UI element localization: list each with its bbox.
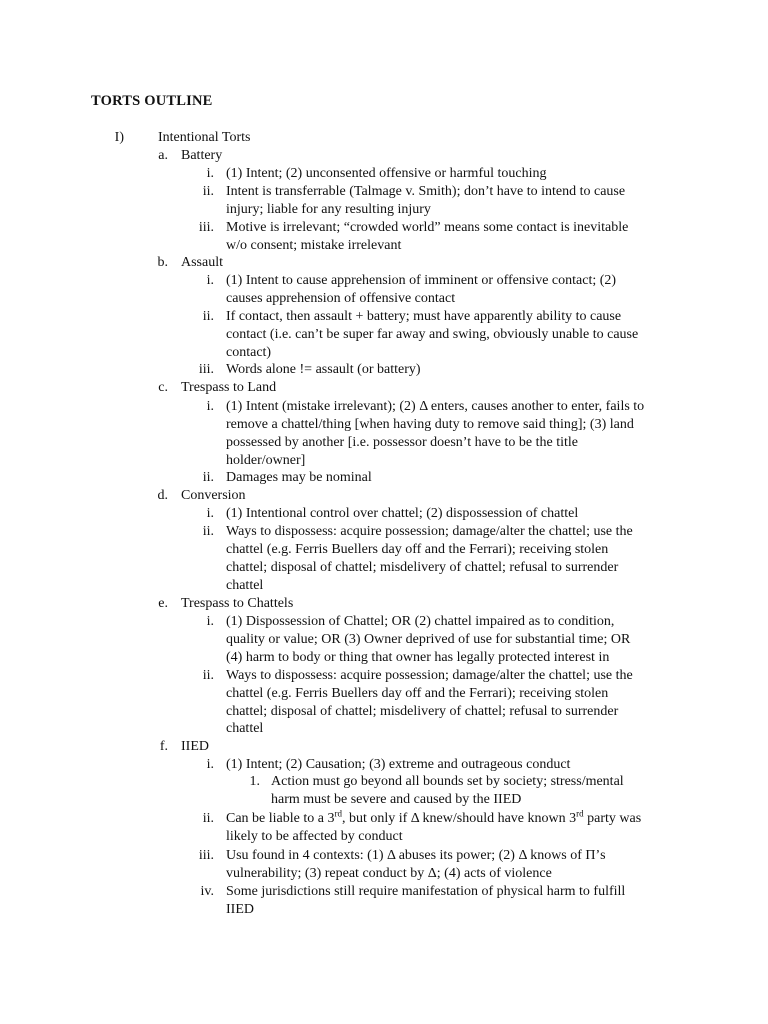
item-text: (1) Intent to cause apprehension of imminent or offensive contact; (2) <box>226 273 617 288</box>
item-text: Ways to dispossess: acquire possession; damage/alter the chattel; use the <box>226 668 633 683</box>
item-marker: i. <box>206 757 214 772</box>
item-marker: iv. <box>200 884 214 899</box>
topic-heading: Assault <box>181 255 223 270</box>
topic-marker: a. <box>158 148 168 163</box>
topic-marker: b. <box>157 255 168 270</box>
item-text: Can be liable to a 3rd, but only if Δ knew/should have known 3rd party was <box>226 808 642 826</box>
item-marker: i. <box>206 273 214 288</box>
item-text: chattel <box>226 721 264 736</box>
item-marker: iii. <box>198 848 214 863</box>
item-text: Ways to dispossess: acquire possession; damage/alter the chattel; use the <box>226 524 633 539</box>
topic-marker: d. <box>157 488 168 503</box>
item-text: (1) Intent (mistake irrelevant); (2) Δ enters, causes another to enter, fails to <box>226 399 645 414</box>
item-text: chattel (e.g. Ferris Buellers day off and the Ferrari); receiving stolen <box>226 542 609 557</box>
item-text: possessed by another [i.e. possessor doesn’t have to be the title <box>226 435 579 450</box>
item-text: chattel (e.g. Ferris Buellers day off and the Ferrari); receiving stolen <box>226 686 609 701</box>
item-marker: i. <box>206 166 214 181</box>
item-text: remove a chattel/thing [when having duty to remove said thing]; (3) land <box>226 417 634 432</box>
item-text: Motive is irrelevant; “crowded world” means some contact is inevitable <box>226 220 629 235</box>
topic-heading: Trespass to Land <box>181 380 277 395</box>
section-marker: I) <box>114 130 124 145</box>
item-marker: ii. <box>202 668 214 683</box>
topic-heading: Trespass to Chattels <box>181 596 294 611</box>
item-text: quality or value; OR (3) Owner deprived of use for substantial time; OR <box>226 632 631 647</box>
item-text: likely to be affected by conduct <box>226 829 403 844</box>
item-text: holder/owner] <box>226 453 306 468</box>
item-text: (4) harm to body or thing that owner has legally protected interest in <box>226 650 610 665</box>
item-text: causes apprehension of offensive contact <box>226 291 456 306</box>
item-text: If contact, then assault + battery; must have apparently ability to cause <box>226 309 622 324</box>
item-text: Usu found in 4 contexts: (1) Δ abuses its power; (2) Δ knows of Π’s <box>226 848 606 863</box>
page-title: TORTS OUTLINE <box>91 93 213 109</box>
section-title: Intentional Torts <box>158 130 251 145</box>
subitem-marker: 1. <box>249 774 260 789</box>
item-text: contact (i.e. can’t be super far away and swing, obviously unable to cause <box>226 327 639 342</box>
item-marker: ii. <box>202 470 214 485</box>
item-text: chattel <box>226 578 264 593</box>
item-marker: i. <box>206 399 214 414</box>
item-marker: ii. <box>202 524 214 539</box>
item-marker: ii. <box>202 309 214 324</box>
item-marker: i. <box>206 506 214 521</box>
topic-heading: Battery <box>181 148 223 163</box>
item-marker: iii. <box>198 220 214 235</box>
item-text: Some jurisdictions still require manifestation of physical harm to fulfill <box>226 884 626 899</box>
subitem-text: Action must go beyond all bounds set by society; stress/mental <box>271 774 624 789</box>
item-text: chattel; disposal of chattel; misdelivery of chattel; refusal to surrender <box>226 704 619 719</box>
item-text: Damages may be nominal <box>226 470 372 485</box>
topic-marker: e. <box>158 596 168 611</box>
item-text: (1) Intentional control over chattel; (2) dispossession of chattel <box>226 506 579 521</box>
item-text: chattel; disposal of chattel; misdelivery of chattel; refusal to surrender <box>226 560 619 575</box>
item-marker: iii. <box>198 362 214 377</box>
item-text: (1) Intent; (2) unconsented offensive or harmful touching <box>226 166 547 181</box>
item-marker: ii. <box>202 184 214 199</box>
item-text: Intent is transferrable (Talmage v. Smith); don’t have to intend to cause <box>226 184 626 199</box>
item-marker: ii. <box>202 811 214 826</box>
topic-heading: Conversion <box>181 488 246 503</box>
item-text: w/o consent; mistake irrelevant <box>226 238 402 253</box>
item-text: contact) <box>226 345 272 360</box>
item-text: IIED <box>226 902 254 917</box>
topic-heading: IIED <box>181 739 209 754</box>
item-text: (1) Intent; (2) Causation; (3) extreme and outrageous conduct <box>226 757 571 772</box>
item-text: injury; liable for any resulting injury <box>226 202 431 217</box>
item-text: (1) Dispossession of Chattel; OR (2) chattel impaired as to condition, <box>226 614 615 629</box>
item-text: Words alone != assault (or battery) <box>226 362 421 377</box>
topic-marker: f. <box>159 739 168 754</box>
topic-marker: c. <box>158 380 168 395</box>
subitem-text: harm must be severe and caused by the IIED <box>271 792 522 807</box>
item-text: vulnerability; (3) repeat conduct by Δ; (4) acts of violence <box>226 866 552 881</box>
item-marker: i. <box>206 614 214 629</box>
